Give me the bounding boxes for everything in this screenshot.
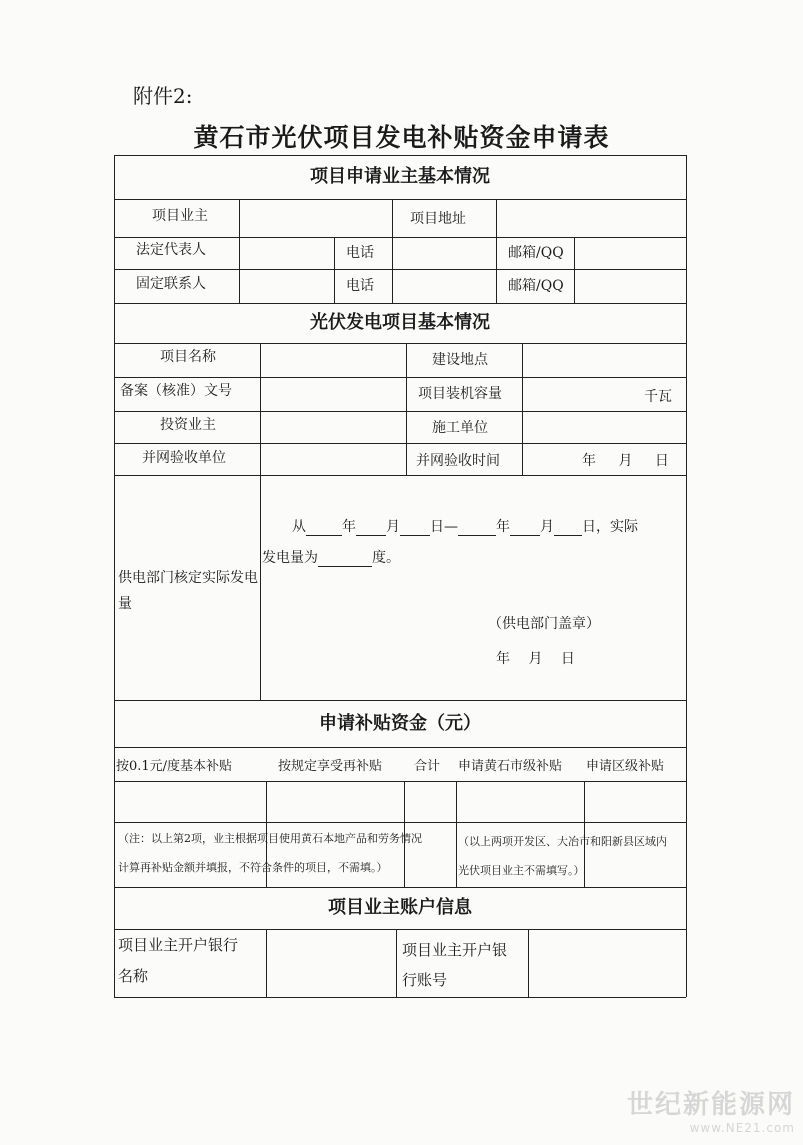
fixed-contact-label: 固定联系人 [136, 276, 206, 292]
power-period [292, 518, 638, 536]
watermark-line-1: 世纪新能源网 [626, 1090, 795, 1120]
capacity-unit: 千瓦 [644, 389, 672, 405]
acceptance-date: 年 月 日 [582, 453, 669, 469]
col-city-subsidy: 申请黄石市级补贴 [458, 759, 563, 774]
year-text: 年 [342, 519, 356, 535]
day-to-text: 日— [430, 519, 458, 535]
acceptance-unit-label: 并网验收单位 [142, 450, 226, 466]
acceptance-time-label: 并网验收时间 [416, 453, 500, 469]
build-location-label: 建设地点 [432, 352, 488, 368]
watermark-line-2: www.NE21.com [689, 1121, 795, 1135]
email-qq-label: 邮箱/QQ [508, 245, 564, 261]
col-total: 合计 [414, 759, 441, 774]
from-text: 从 [292, 519, 306, 535]
col-rebate-subsidy: 按规定享受再补贴 [278, 759, 383, 774]
seal-text: （供电部门盖章） [488, 616, 600, 632]
power-amount [262, 549, 400, 567]
bank-account-label-1: 项目业主开户银 [402, 941, 508, 959]
project-address-label: 项目地址 [410, 211, 466, 227]
col-district-subsidy: 申请区级补贴 [586, 759, 665, 774]
attachment-label: 附件2: [133, 84, 193, 108]
blank-year-2 [458, 521, 496, 536]
investor-label: 投资业主 [160, 417, 216, 433]
blank-year-1 [306, 521, 342, 536]
site-watermark [627, 1084, 795, 1135]
month-text: 月 [386, 519, 400, 535]
gen-prefix: 发电量为 [262, 550, 318, 566]
phone-label-2: 电话 [346, 278, 374, 294]
blank-day-2 [554, 521, 582, 536]
note-right-1: （以上两项开发区、大冶市和阳新县区域内 [458, 835, 667, 848]
degree-text: 度。 [372, 550, 400, 566]
day-actual-text: 日，实际 [582, 519, 638, 535]
power-label: 供电部门核定实际发电量 [118, 570, 258, 612]
page-title: 黄石市光伏项目发电补贴资金申请表 [193, 123, 610, 152]
construction-unit-label: 施工单位 [432, 420, 488, 436]
month-text-2: 月 [540, 519, 554, 535]
project-owner-label: 项目业主 [152, 208, 208, 224]
col-basic-subsidy: 按0.1元/度基本补贴 [116, 759, 233, 774]
bank-name-label-1: 项目业主开户银行 [118, 936, 239, 954]
note-left-1: （注：以上第2项，业主根据项目使用黄石本地产品和劳务情况 [118, 832, 422, 845]
email-qq-label-2: 邮箱/QQ [508, 278, 564, 294]
phone-label: 电话 [346, 245, 374, 261]
seal-date: 年 月 日 [496, 651, 575, 667]
note-left-2: 计算再补贴金额并填报，不符合条件的项目，不需填。） [118, 861, 388, 874]
project-name-label: 项目名称 [160, 349, 216, 365]
blank-kwh [318, 552, 372, 567]
section-account-heading: 项目业主账户信息 [328, 897, 472, 918]
section-project-heading: 光伏发电项目基本情况 [310, 312, 490, 333]
note-right-2: 光伏项目业主不需填写。） [458, 864, 585, 877]
capacity-label: 项目装机容量 [418, 386, 502, 402]
blank-day-1 [400, 521, 430, 536]
section-owner-heading: 项目申请业主基本情况 [310, 166, 490, 187]
year-text-2: 年 [496, 519, 510, 535]
blank-month-2 [510, 521, 540, 536]
filing-no-label: 备案（核准）文号 [120, 383, 232, 399]
application-form [114, 155, 686, 997]
legal-rep-label: 法定代表人 [136, 242, 206, 258]
blank-month-1 [356, 521, 386, 536]
bank-account-label-2: 行账号 [402, 971, 448, 989]
section-subsidy-heading: 申请补贴资金（元） [319, 713, 481, 734]
bank-name-label-2: 名称 [118, 967, 149, 985]
